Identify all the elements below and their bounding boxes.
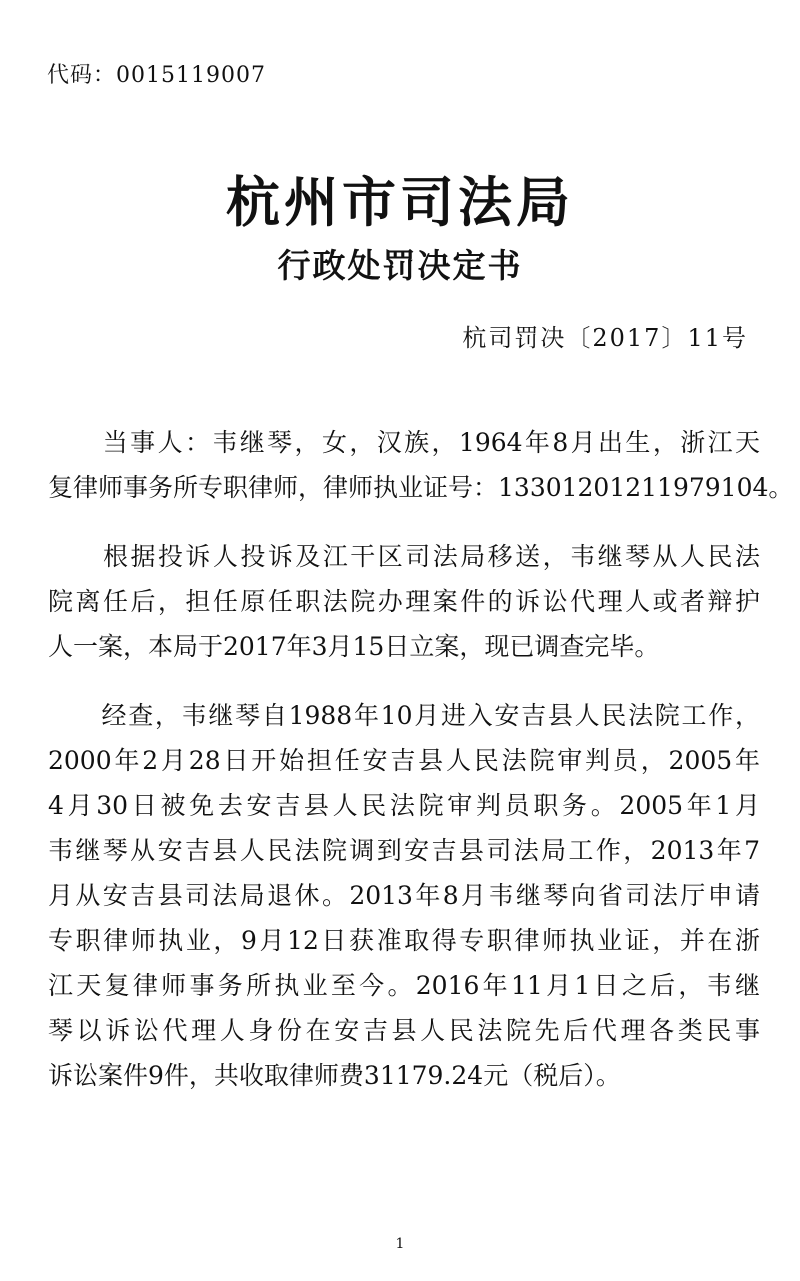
text-line: 根据投诉人投诉及江干区司法局移送，韦继琴从人民法 (48, 542, 760, 571)
text-line: 复律师事务所专职律师，律师执业证号：13301201211979104。 (48, 473, 794, 502)
paragraph-case-filing (48, 534, 760, 669)
text-line: 人一案，本局于2017年3月15日立案，现已调查完毕。 (48, 632, 660, 661)
paragraph-investigation-findings (48, 693, 760, 1098)
text-line: 院离任后，担任原任职法院办理案件的诉讼代理人或者辩护 (48, 587, 760, 616)
issuing-authority-title: 杭州市司法局 (226, 171, 574, 234)
document-body (48, 420, 794, 1122)
text-line: 2000年2月28日开始担任安吉县人民法院审判员，2005年 (48, 746, 760, 775)
decision-number: 杭司罚决〔2017〕11号 (462, 324, 748, 352)
text-line: 月从安吉县司法局退休。2013年8月韦继琴向省司法厅申请 (48, 881, 760, 910)
text-line: 琴以诉讼代理人身份在安吉县人民法院先后代理各类民事 (48, 1016, 760, 1045)
text-line: 江天复律师事务所执业至今。2016年11月1日之后，韦继 (48, 971, 760, 1000)
text-line: 经查，韦继琴自1988年10月进入安吉县人民法院工作， (48, 701, 760, 730)
paragraph-party-info (48, 420, 794, 510)
text-line: 韦继琴从安吉县人民法院调到安吉县司法局工作，2013年7 (48, 836, 760, 865)
document-code: 代码：0015119007 (47, 63, 266, 88)
text-line: 4月30日被免去安吉县人民法院审判员职务。2005年1月 (48, 791, 760, 820)
text-line: 诉讼案件9件，共收取律师费31179.24元（税后）。 (48, 1061, 621, 1090)
page-number: 1 (395, 1236, 405, 1252)
document-type-subtitle: 行政处罚决定书 (277, 246, 523, 285)
text-line: 专职律师执业，9月12日获准取得专职律师执业证，并在浙 (48, 926, 760, 955)
text-line: 当事人：韦继琴，女，汉族，1964年8月出生，浙江天 (48, 428, 760, 457)
